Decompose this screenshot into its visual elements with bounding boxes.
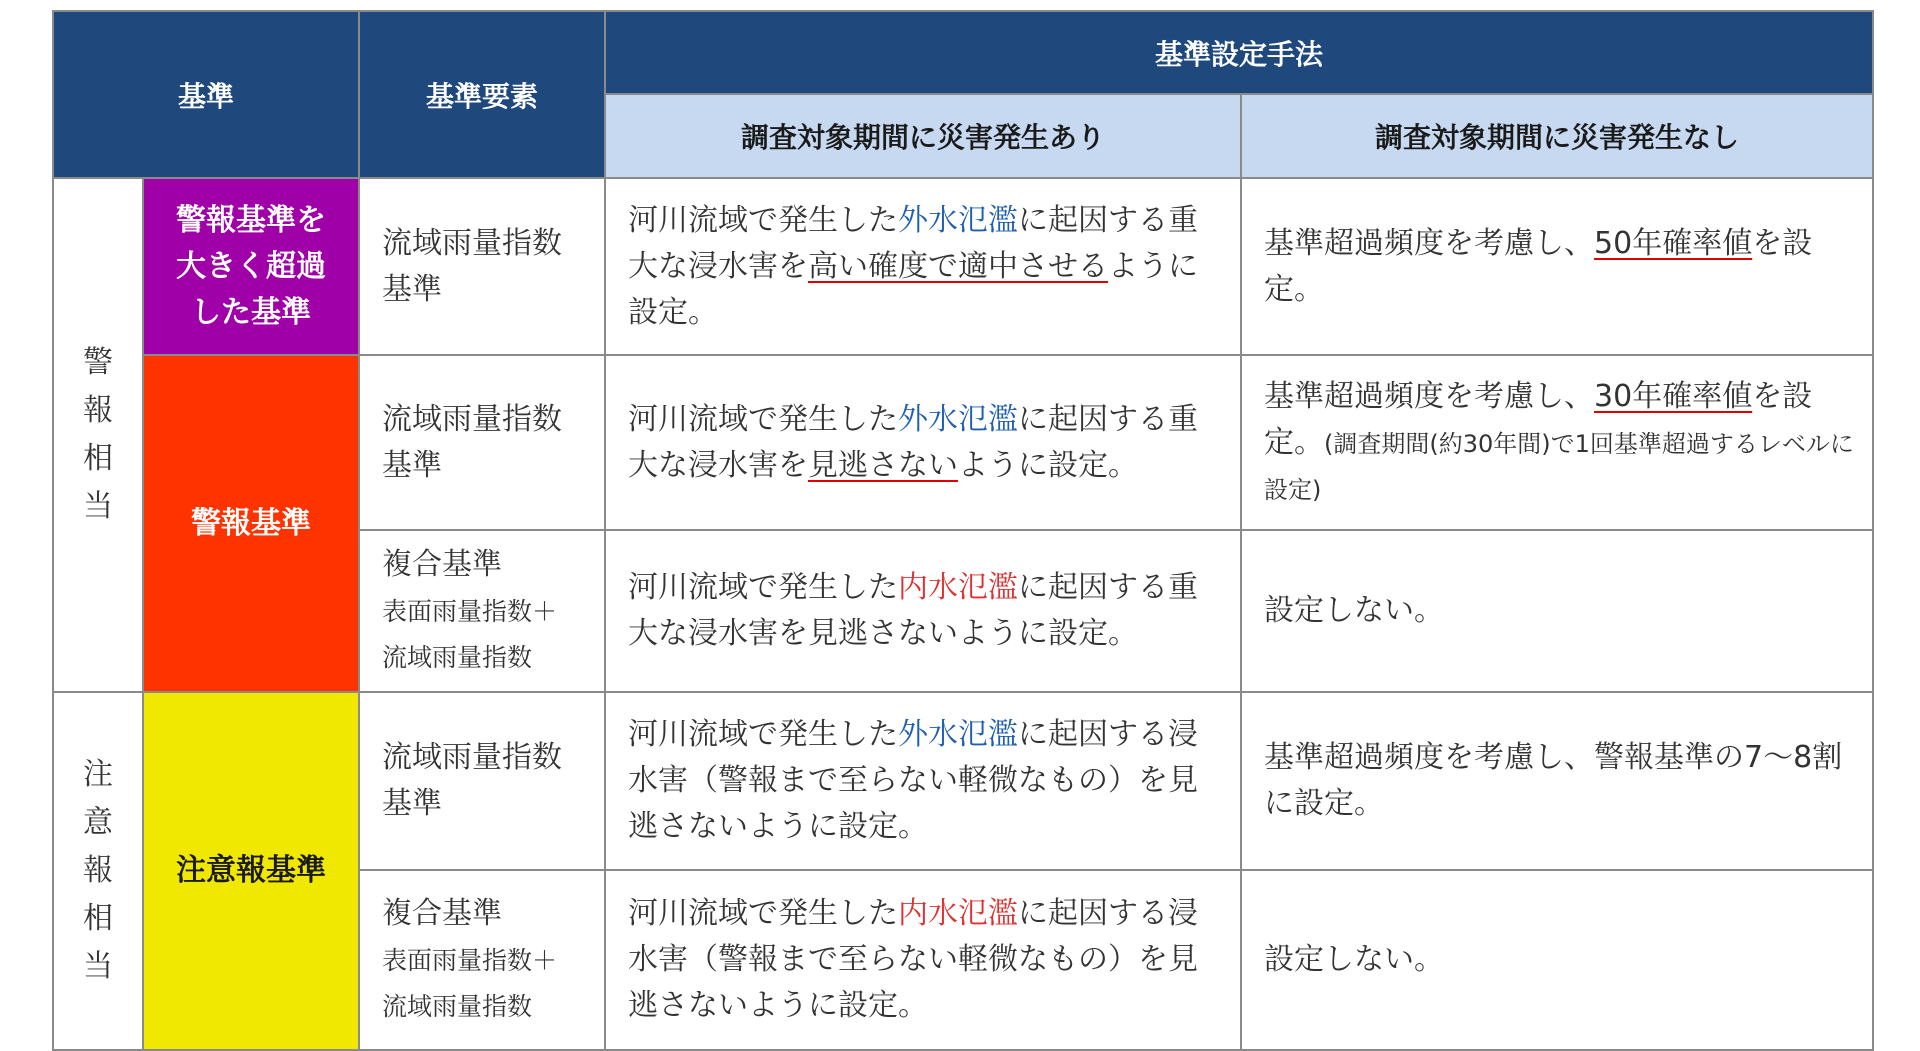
element-line: 流域雨量指数: [382, 401, 563, 437]
element-cell: [359, 530, 605, 692]
desc-text: に起因する重大な浸水害を: [628, 401, 1199, 483]
level-line: 警報基準を: [176, 202, 326, 238]
setting-cell: [1241, 355, 1873, 530]
emphasis-underline: 高い確度で適中させる: [808, 248, 1109, 284]
desc-text: ように設定。: [958, 447, 1139, 483]
setting-cell: 基準超過頻度を考慮し、警報基準の7～8割に設定。: [1241, 692, 1873, 870]
description-cell: [605, 178, 1241, 355]
element-cell: [359, 870, 605, 1050]
group-char: 報: [83, 393, 113, 428]
group-char: 相: [83, 441, 113, 476]
setting-cell: 設定しない。: [1241, 530, 1873, 692]
group-char: 相: [83, 901, 113, 936]
desc-text: ように設定。: [628, 248, 1199, 330]
group-char: 当: [83, 949, 113, 984]
criteria-table: [52, 10, 1874, 1051]
level-advisory: 注意報基準: [143, 692, 359, 1050]
desc-text: に起因する浸水害（警報まで至らない軽微なもの）を見逃さないように設定。: [628, 896, 1199, 1023]
level-warning: 警報基準: [143, 355, 359, 692]
element-sub: 流域雨量指数: [382, 643, 533, 672]
desc-text: に起因する浸水害（警報まで至らない軽微なもの）を見逃さないように設定。: [628, 717, 1199, 844]
outer-flood-term: 外水氾濫: [898, 202, 1019, 238]
element-line: 基準: [382, 786, 443, 821]
element-cell: [359, 178, 605, 355]
header-element: 基準要素: [359, 11, 605, 178]
element-line: 流域雨量指数: [382, 740, 563, 775]
level-line: 大きく超過: [176, 248, 326, 284]
header-with-disaster: 調査対象期間に災害発生あり: [605, 94, 1241, 178]
inner-flood-term: 内水氾濫: [898, 570, 1019, 605]
element-sub: 表面雨量指数＋: [382, 597, 558, 626]
inner-flood-term: 内水氾濫: [898, 896, 1019, 931]
element-sub: 表面雨量指数＋: [382, 946, 558, 975]
desc-text: 河川流域で発生した: [628, 401, 899, 437]
emphasis-underline: 見逃さない: [808, 447, 959, 483]
probability-value: 30年確率値: [1594, 378, 1753, 414]
group-char: 警: [83, 345, 113, 380]
group-warning-label: [53, 178, 143, 692]
group-char: 報: [83, 853, 113, 888]
group-char: 当: [83, 489, 113, 524]
setting-cell: [1241, 178, 1873, 355]
element-line: 流域雨量指数: [382, 225, 563, 261]
group-char: 意: [83, 805, 113, 840]
header-without-disaster: 調査対象期間に災害発生なし: [1241, 94, 1873, 178]
setting-text: を設定。: [1264, 225, 1813, 307]
header-criteria: 基準: [53, 11, 359, 178]
outer-flood-term: 外水氾濫: [898, 717, 1019, 752]
setting-text: を設定。: [1264, 378, 1813, 460]
level-above-warning: [143, 178, 359, 355]
setting-text: 基準超過頻度を考慮し、: [1264, 225, 1595, 261]
element-cell: [359, 692, 605, 870]
element-sub: 流域雨量指数: [382, 992, 533, 1021]
description-cell: [605, 530, 1241, 692]
element-main: 複合基準: [382, 896, 503, 931]
description-cell: [605, 355, 1241, 530]
outer-flood-term: 外水氾濫: [898, 401, 1019, 437]
header-method: 基準設定手法: [605, 11, 1873, 94]
desc-text: に起因する重大な浸水害を: [628, 202, 1199, 284]
desc-text: 河川流域で発生した: [628, 717, 899, 752]
element-line: 基準: [382, 447, 443, 483]
element-cell: [359, 355, 605, 530]
desc-text: 河川流域で発生した: [628, 202, 899, 238]
level-line: した基準: [191, 294, 311, 330]
description-cell: [605, 692, 1241, 870]
setting-note: (調査期間(約30年間)で1回基準超過するレベルに設定): [1264, 429, 1854, 504]
desc-text: に起因する重大な浸水害を見逃さないように設定。: [628, 570, 1199, 651]
desc-text: 河川流域で発生した: [628, 896, 899, 931]
element-line: 基準: [382, 271, 443, 307]
element-main: 複合基準: [382, 547, 503, 582]
probability-value: 50年確率値: [1594, 225, 1753, 261]
group-advisory-label: [53, 692, 143, 1050]
desc-text: 河川流域で発生した: [628, 570, 899, 605]
group-char: 注: [83, 757, 113, 792]
setting-text: 基準超過頻度を考慮し、: [1264, 378, 1595, 414]
description-cell: [605, 870, 1241, 1050]
setting-cell: 設定しない。: [1241, 870, 1873, 1050]
